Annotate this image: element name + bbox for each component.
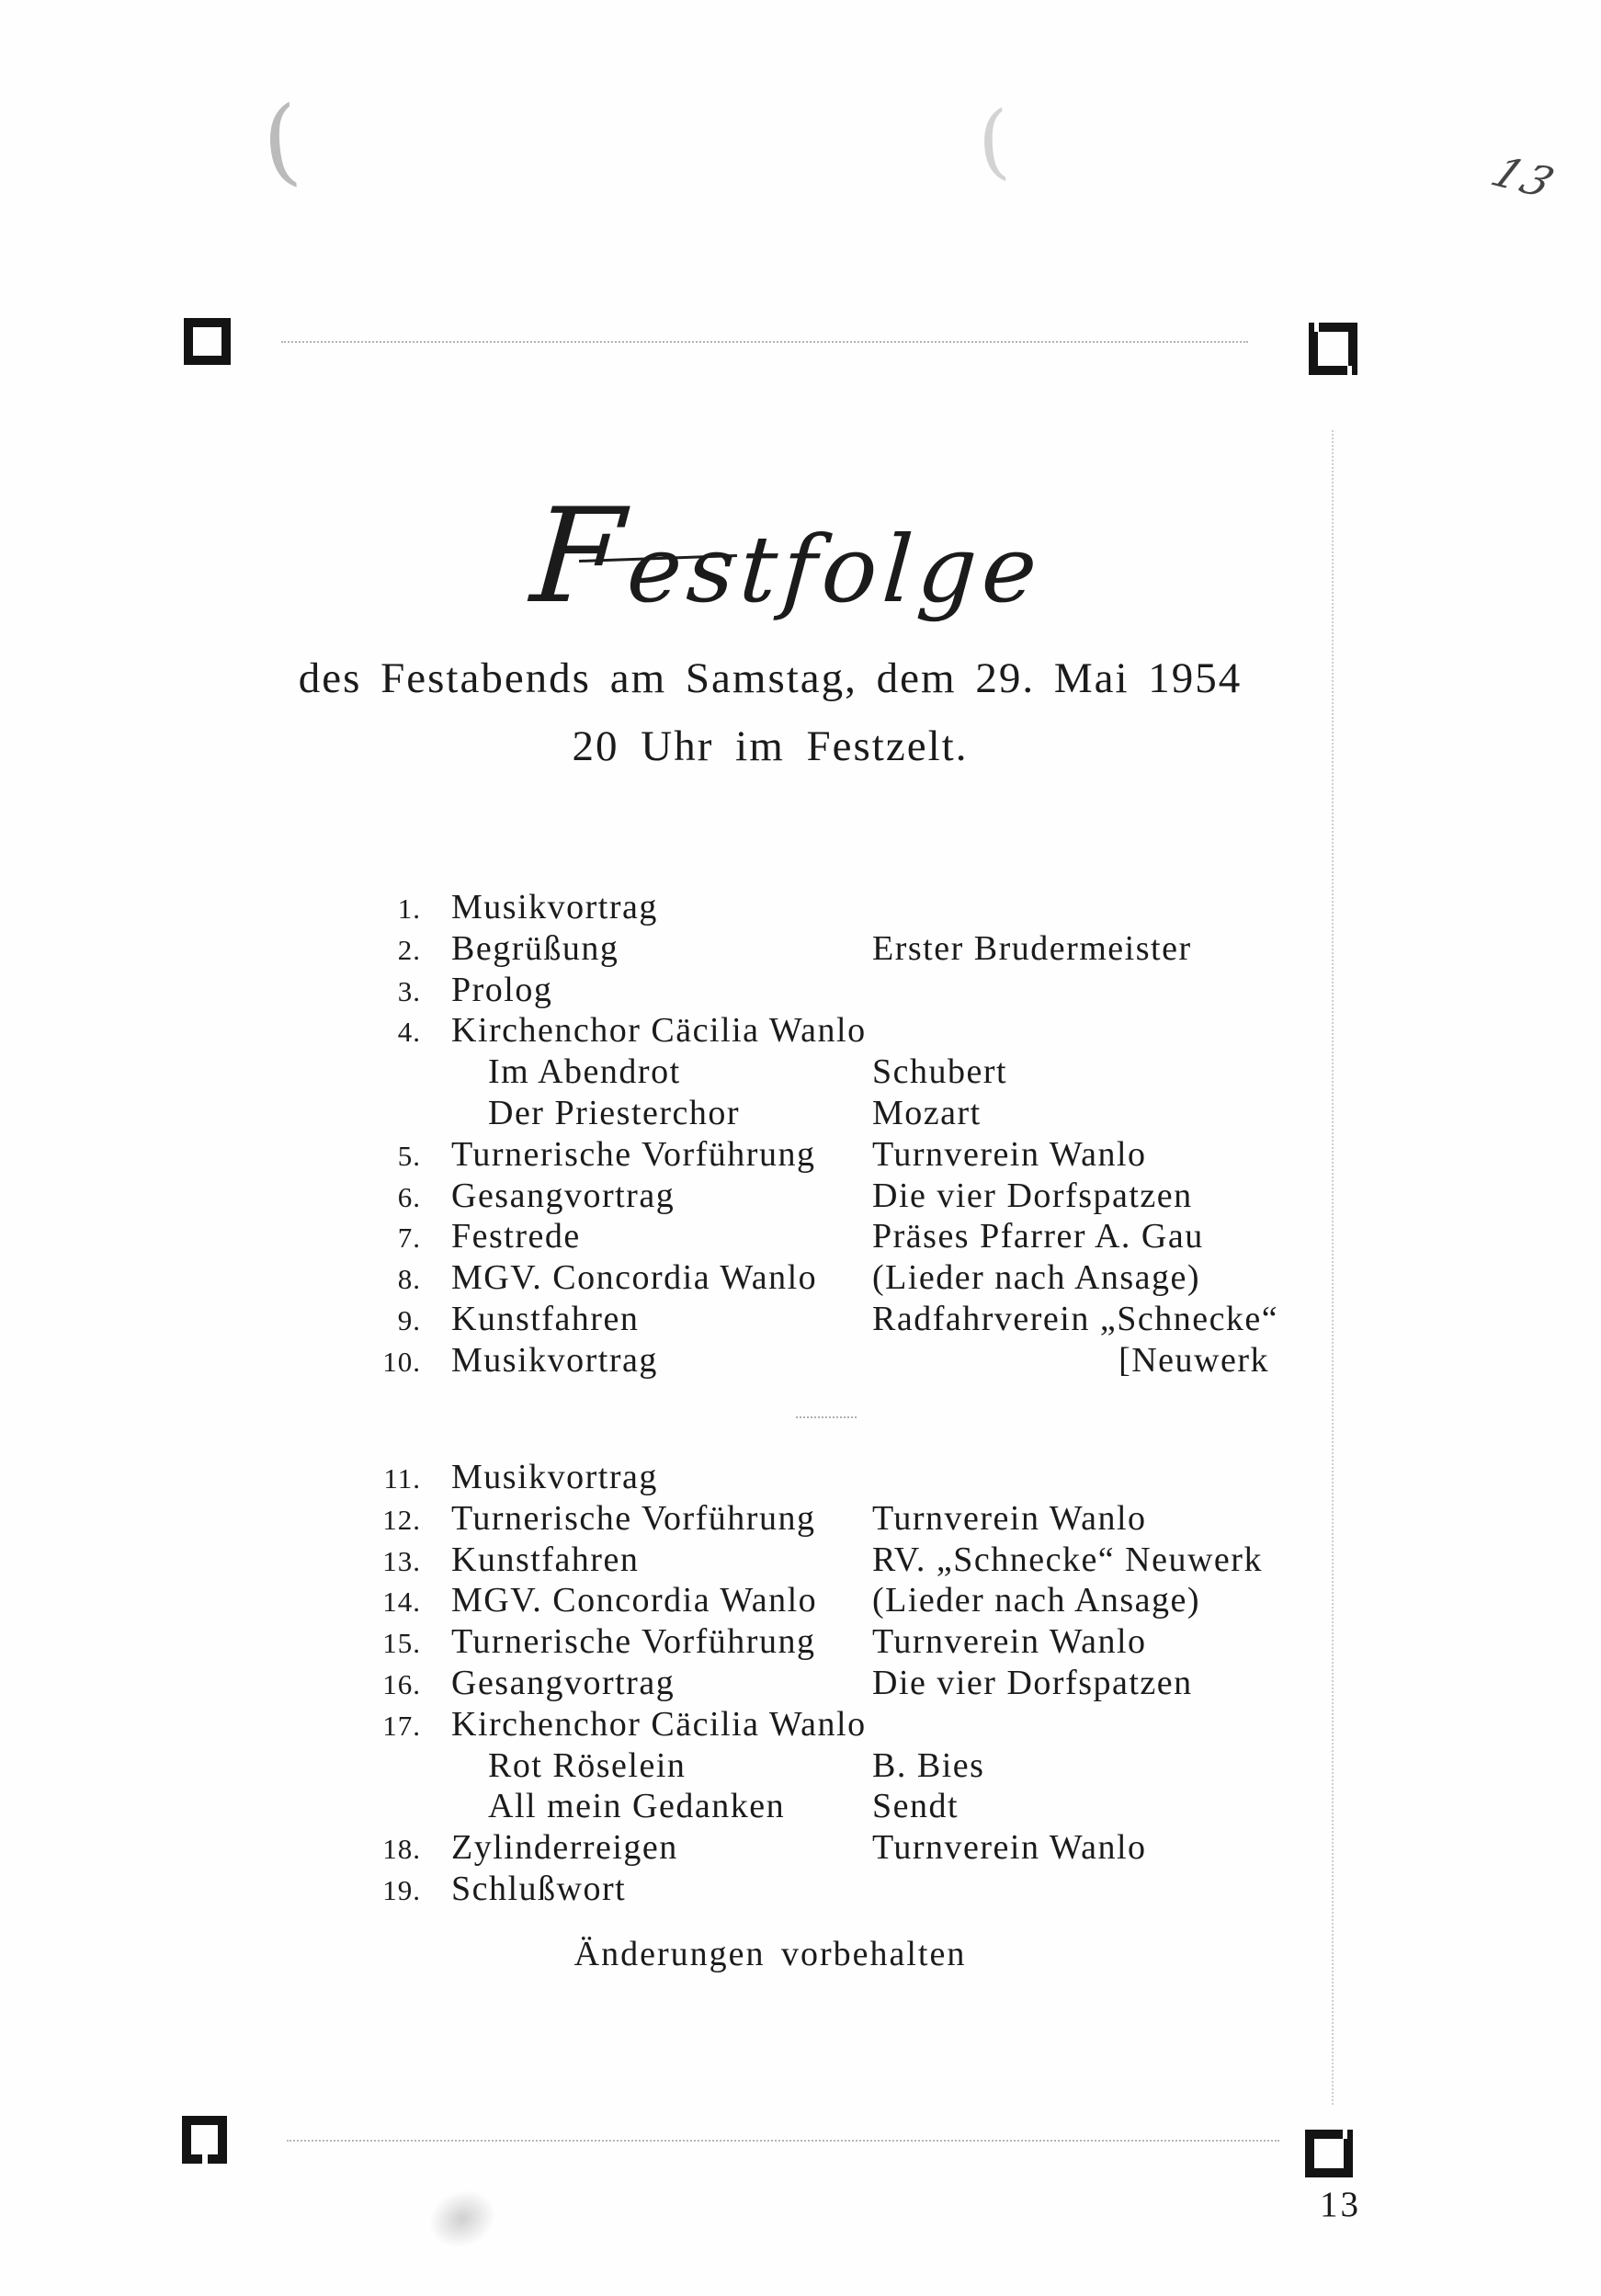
subtitle-line2: 20 Uhr im Festzelt. <box>572 722 969 770</box>
program-row-performer: Schubert <box>872 1052 1008 1092</box>
program-row <box>0 1258 1601 1300</box>
program-row-number: 15. <box>382 1627 421 1660</box>
scan-artifact-paren-left: ( <box>257 85 304 199</box>
program-row-item: Turnerische Vorführung <box>451 1622 816 1662</box>
program-row-item: Kirchenchor Cäcilia Wanlo <box>451 1704 867 1744</box>
program-row-performer: [Neuwerk <box>1118 1340 1269 1380</box>
program-row-item: Kunstfahren <box>451 1540 640 1579</box>
program-row-performer: Präses Pfarrer A. Gau <box>872 1217 1204 1256</box>
program-row-performer: RV. „Schnecke“ Neuwerk <box>872 1540 1263 1579</box>
program-section <box>0 1458 1601 1911</box>
program-row-number: 13. <box>382 1544 421 1577</box>
program-row-item: MGV. Concordia Wanlo <box>451 1581 818 1620</box>
program-row-performer: Turnverein Wanlo <box>872 1498 1147 1538</box>
program-row <box>0 1622 1601 1664</box>
program-row-item: Begrüßung <box>451 928 619 968</box>
program-row-performer: Radfahrverein „Schnecke“ <box>872 1299 1279 1338</box>
program-row-number: 3. <box>397 974 421 1007</box>
program-row-number: 5. <box>397 1139 421 1172</box>
program-row-item: Musikvortrag <box>451 1340 658 1380</box>
program-row-item: Musikvortrag <box>451 888 658 926</box>
program-row-item: Turnerische Vorführung <box>451 1134 816 1174</box>
program-row-number: 6. <box>397 1180 421 1213</box>
program-row-number: 1. <box>397 892 421 925</box>
registration-mark-bottom-right <box>1305 2130 1353 2177</box>
registration-mark-top-right <box>1309 323 1357 375</box>
program-row-item: Kunstfahren <box>451 1299 640 1338</box>
program-row <box>0 1705 1601 1746</box>
program-row-item: Turnerische Vorführung <box>451 1498 816 1538</box>
scan-artifact-paren-middle: ( <box>975 93 1012 189</box>
program-row-performer: Sendt <box>872 1787 959 1826</box>
program-row-number: 16. <box>382 1667 421 1700</box>
handwritten-page-number: 13 <box>1482 147 1565 208</box>
program-row <box>0 929 1601 971</box>
program-row-item: Festrede <box>451 1217 581 1256</box>
program-row-item: Musikvortrag <box>451 1458 658 1496</box>
program-row <box>0 1540 1601 1582</box>
program-row <box>0 1217 1601 1258</box>
program-row-number: 7. <box>397 1222 421 1255</box>
subtitle-line1: des Festabends am Samstag, dem 29. Mai 1954 <box>298 654 1243 702</box>
program-row-number: 2. <box>397 933 421 966</box>
program-row-performer: Turnverein Wanlo <box>872 1622 1147 1662</box>
program-row-item: Rot Röselein <box>488 1745 687 1785</box>
program-row-number: 19. <box>382 1873 421 1906</box>
program-row-item: MGV. Concordia Wanlo <box>451 1258 818 1298</box>
program-row-number: 4. <box>397 1016 421 1049</box>
program-row-performer: Turnverein Wanlo <box>872 1828 1147 1868</box>
program-row <box>0 1787 1601 1828</box>
program-row <box>0 1458 1601 1499</box>
program-row-number: 12. <box>382 1503 421 1536</box>
bottom-dotted-rule <box>287 2140 1279 2142</box>
program-row <box>0 971 1601 1012</box>
program-row-performer: Die vier Dorfspatzen <box>872 1176 1193 1215</box>
program-row-item: Im Abendrot <box>488 1052 681 1092</box>
program-row-item: Zylinderreigen <box>451 1828 678 1868</box>
page-title: Festfolge <box>527 481 1046 632</box>
top-dotted-rule <box>281 341 1248 343</box>
program-row <box>0 888 1601 929</box>
program-row-number: 14. <box>382 1586 421 1619</box>
program-row-number: 11. <box>383 1462 421 1495</box>
program-row-number: 8. <box>397 1263 421 1296</box>
program-row-number: 17. <box>382 1709 421 1742</box>
section-divider <box>796 1416 857 1418</box>
program-row-item: Schlußwort <box>451 1869 627 1908</box>
program-row <box>0 1052 1601 1094</box>
scan-smudge <box>420 2180 505 2258</box>
footnote: Änderungen vorbehalten <box>573 1935 967 1973</box>
program-row <box>0 1176 1601 1218</box>
program-row-performer: (Lieder nach Ansage) <box>872 1581 1201 1620</box>
program-row-performer: B. Bies <box>872 1745 985 1785</box>
program-row-performer: Mozart <box>872 1093 982 1132</box>
program-row <box>0 1581 1601 1622</box>
program-section <box>0 888 1601 1382</box>
program-row <box>0 1499 1601 1540</box>
registration-mark-top-left <box>184 318 231 365</box>
program-row-item: Gesangvortrag <box>451 1663 676 1702</box>
program-row-item: Gesangvortrag <box>451 1176 676 1215</box>
program-row-item: All mein Gedanken <box>488 1787 786 1826</box>
program-row-item: Kirchenchor Cäcilia Wanlo <box>451 1011 867 1051</box>
program-row-number: 18. <box>382 1833 421 1866</box>
program-row <box>0 1011 1601 1052</box>
page-number: 13 <box>1320 2185 1361 2224</box>
program-row <box>0 1135 1601 1176</box>
program-row-item: Der Priesterchor <box>488 1093 741 1132</box>
program-row <box>0 1300 1601 1341</box>
program-row-number: 10. <box>382 1345 421 1378</box>
program-row-number: 9. <box>397 1303 421 1336</box>
program-row <box>0 1828 1601 1870</box>
program-row <box>0 1664 1601 1705</box>
program-row-performer: Erster Brudermeister <box>872 928 1192 968</box>
program-row-performer: Die vier Dorfspatzen <box>872 1663 1193 1702</box>
program-row <box>0 1870 1601 1911</box>
program-row <box>0 1341 1601 1382</box>
program-row <box>0 1746 1601 1788</box>
program-row-performer: Turnverein Wanlo <box>872 1134 1147 1174</box>
program-row-performer: (Lieder nach Ansage) <box>872 1258 1201 1298</box>
program-row <box>0 1094 1601 1135</box>
program-row-item: Prolog <box>451 970 553 1009</box>
registration-mark-bottom-left <box>182 2116 227 2164</box>
